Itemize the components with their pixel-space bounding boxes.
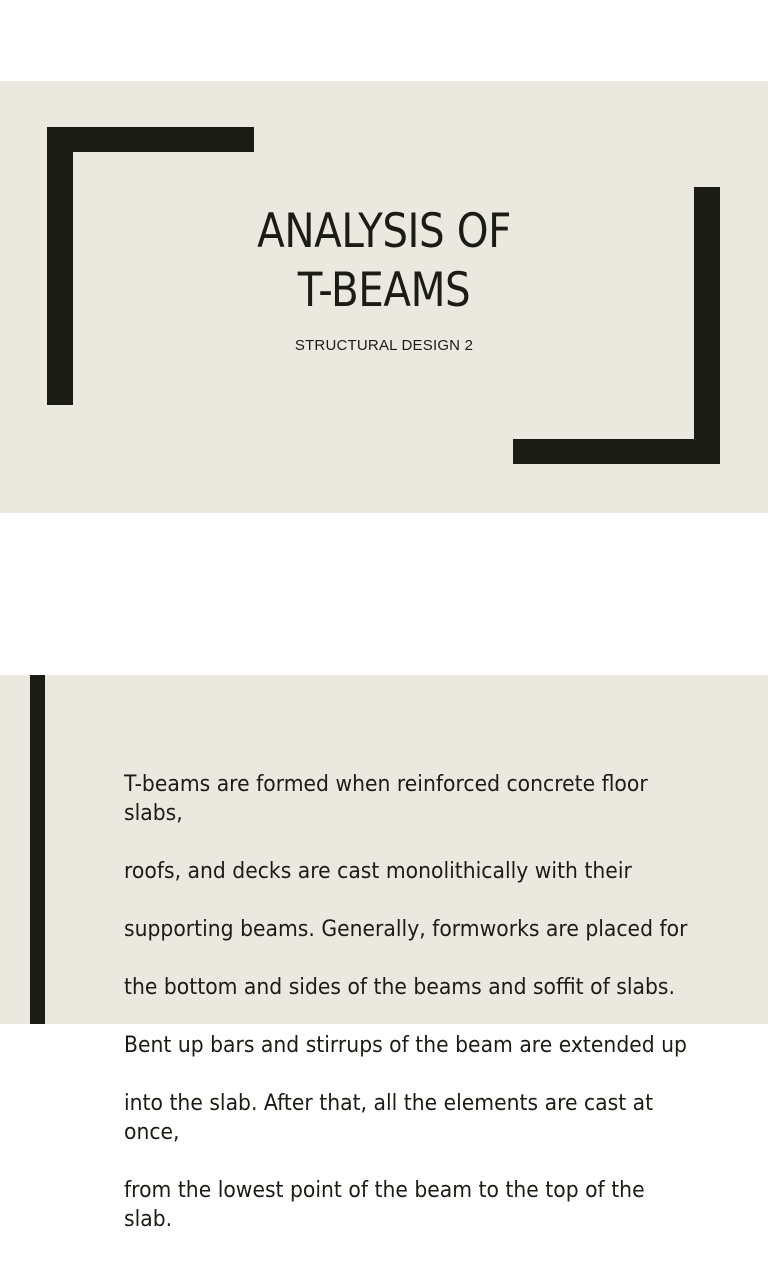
body-paragraph	[124, 741, 698, 1263]
corner-bracket-bottom-right-horizontal	[513, 439, 720, 464]
title-line-1: ANALYSIS OF	[257, 204, 511, 259]
body-line: T-beams are formed when reinforced concrete floor slabs,	[124, 772, 648, 826]
body-line: supporting beams. Generally, formworks are placed for	[124, 917, 688, 942]
corner-bracket-top-left-horizontal	[47, 127, 254, 152]
title-line-2: T-BEAMS	[297, 263, 471, 318]
content-slide	[0, 675, 768, 1232]
body-line: from the lowest point of the beam to the top of the slab.	[124, 1178, 645, 1232]
body-line: Bent up bars and stirrups of the beam are extended up	[124, 1033, 687, 1058]
slide-title	[54, 202, 714, 320]
body-line: roofs, and decks are cast monolithically with their	[124, 859, 632, 884]
body-line: the bottom and sides of the beams and soffit of slabs.	[124, 975, 675, 1000]
body-line: into the slab. After that, all the elements are cast at once,	[124, 1091, 654, 1145]
slide-subtitle: STRUCTURAL DESIGN 2	[294, 337, 474, 354]
title-slide	[0, 81, 768, 513]
accent-side-bar	[30, 675, 45, 1024]
